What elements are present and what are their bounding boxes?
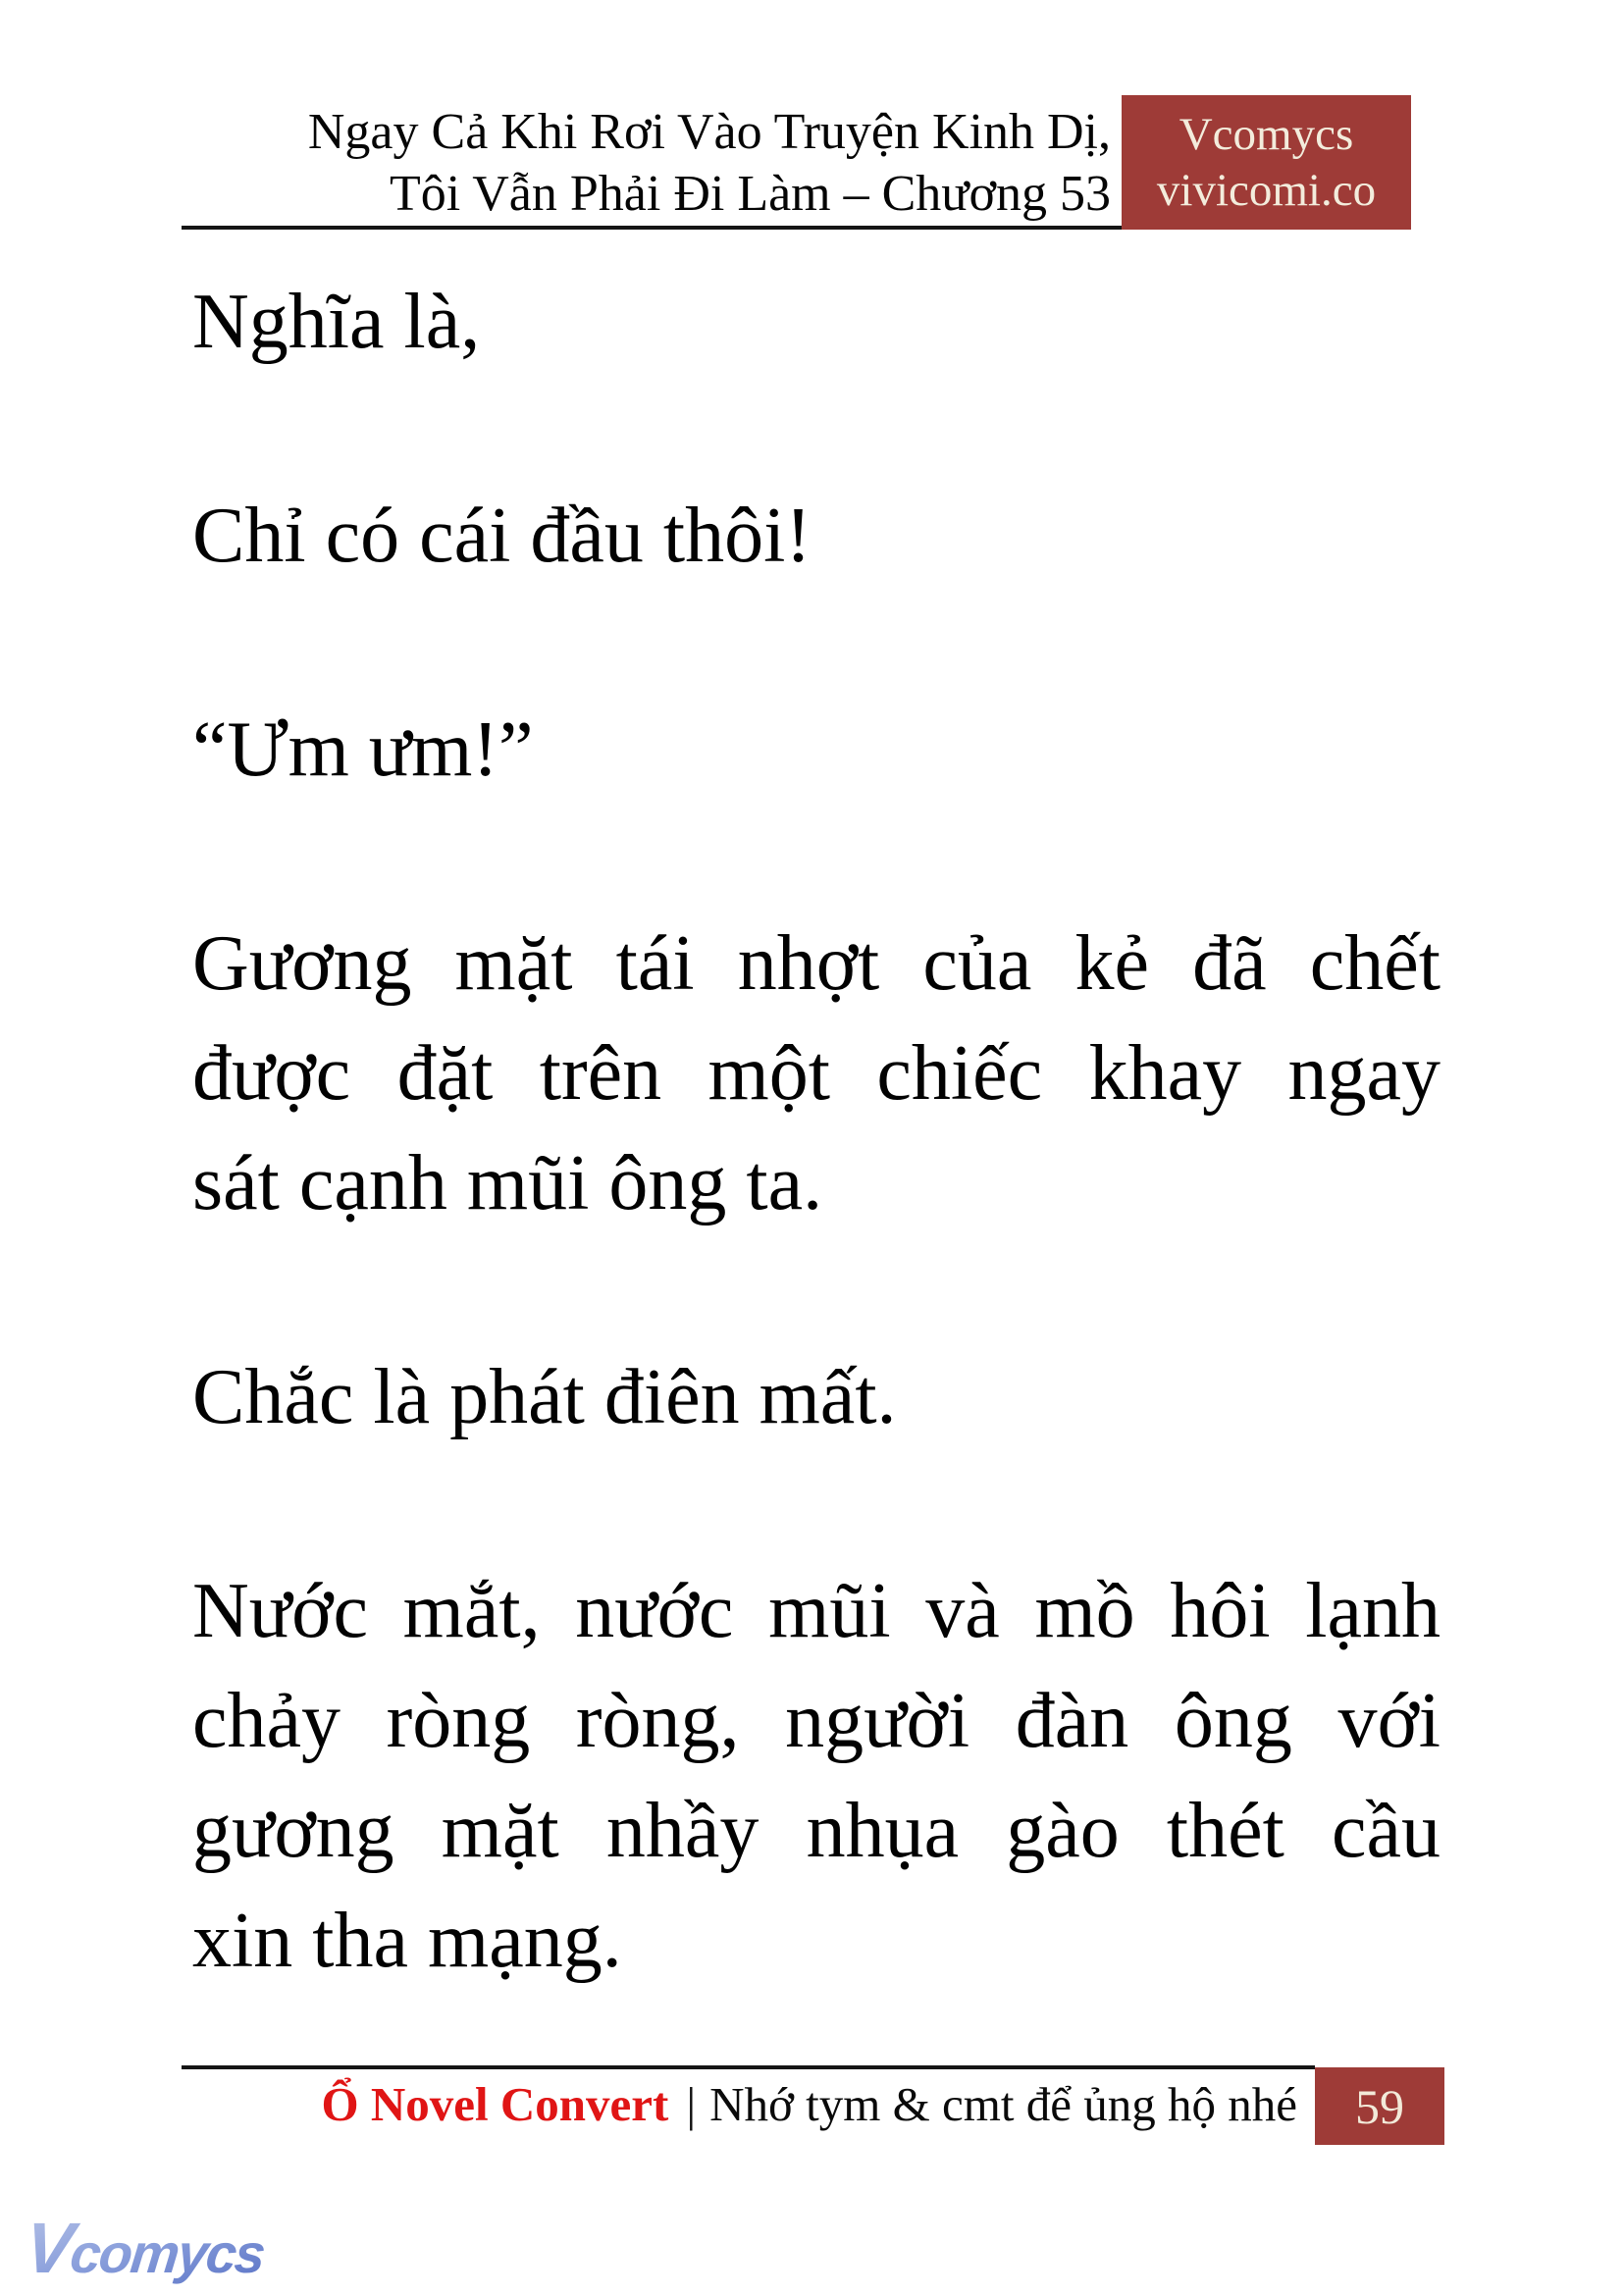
paragraph <box>192 1556 1441 1996</box>
chapter-title <box>308 101 1111 225</box>
footer-divider <box>182 2065 1315 2069</box>
translator-brand-box <box>1122 95 1411 230</box>
chapter-title-line2: Tôi Vẫn Phải Đi Làm – Chương 53 <box>389 166 1111 222</box>
paragraph <box>192 695 1441 805</box>
text-line: gương mặt nhầy nhụa gào thét cầu <box>192 1788 1441 1874</box>
text-line: Nghĩa là, <box>192 279 481 365</box>
text-line: Gương mặt tái nhợt của kẻ đã chết <box>192 920 1441 1007</box>
text-line: Chắc là phát điên mất. <box>192 1354 897 1440</box>
paragraph <box>192 1342 1441 1452</box>
text-line: chảy ròng ròng, người đàn ông với <box>192 1678 1441 1764</box>
paragraph <box>192 267 1441 377</box>
footer-credit <box>321 2075 1297 2134</box>
text-line: “Ưm ưm!” <box>192 706 534 793</box>
text-line: Nước mắt, nước mũi và mồ hôi lạnh <box>192 1568 1441 1654</box>
text-line: Chỉ có cái đầu thôi! <box>192 493 812 579</box>
chapter-title-line1: Ngay Cả Khi Rơi Vào Truyện Kinh Dị, <box>307 104 1111 160</box>
footer-note: Nhớ tym & cmt để ủng hộ nhé <box>709 2077 1297 2131</box>
novel-body-text <box>192 267 1441 1996</box>
page-number-badge <box>1315 2067 1444 2145</box>
paragraph <box>192 909 1441 1238</box>
vcomycs-watermark-logo: Vcomycs <box>21 2209 267 2288</box>
brand-website: vivicomi.co <box>1156 164 1377 216</box>
page-number: 59 <box>1355 2078 1404 2134</box>
text-line: sát cạnh mũi ông ta. <box>192 1140 823 1226</box>
text-line: được đặt trên một chiếc khay ngay <box>192 1030 1441 1117</box>
header-divider <box>182 226 1122 230</box>
footer-brand-name: Ổ Novel Convert <box>321 2077 669 2131</box>
footer-separator: | <box>686 2077 697 2131</box>
paragraph <box>192 481 1441 591</box>
brand-name: Vcomycs <box>1179 108 1354 160</box>
text-line: xin tha mạng. <box>192 1898 622 1984</box>
